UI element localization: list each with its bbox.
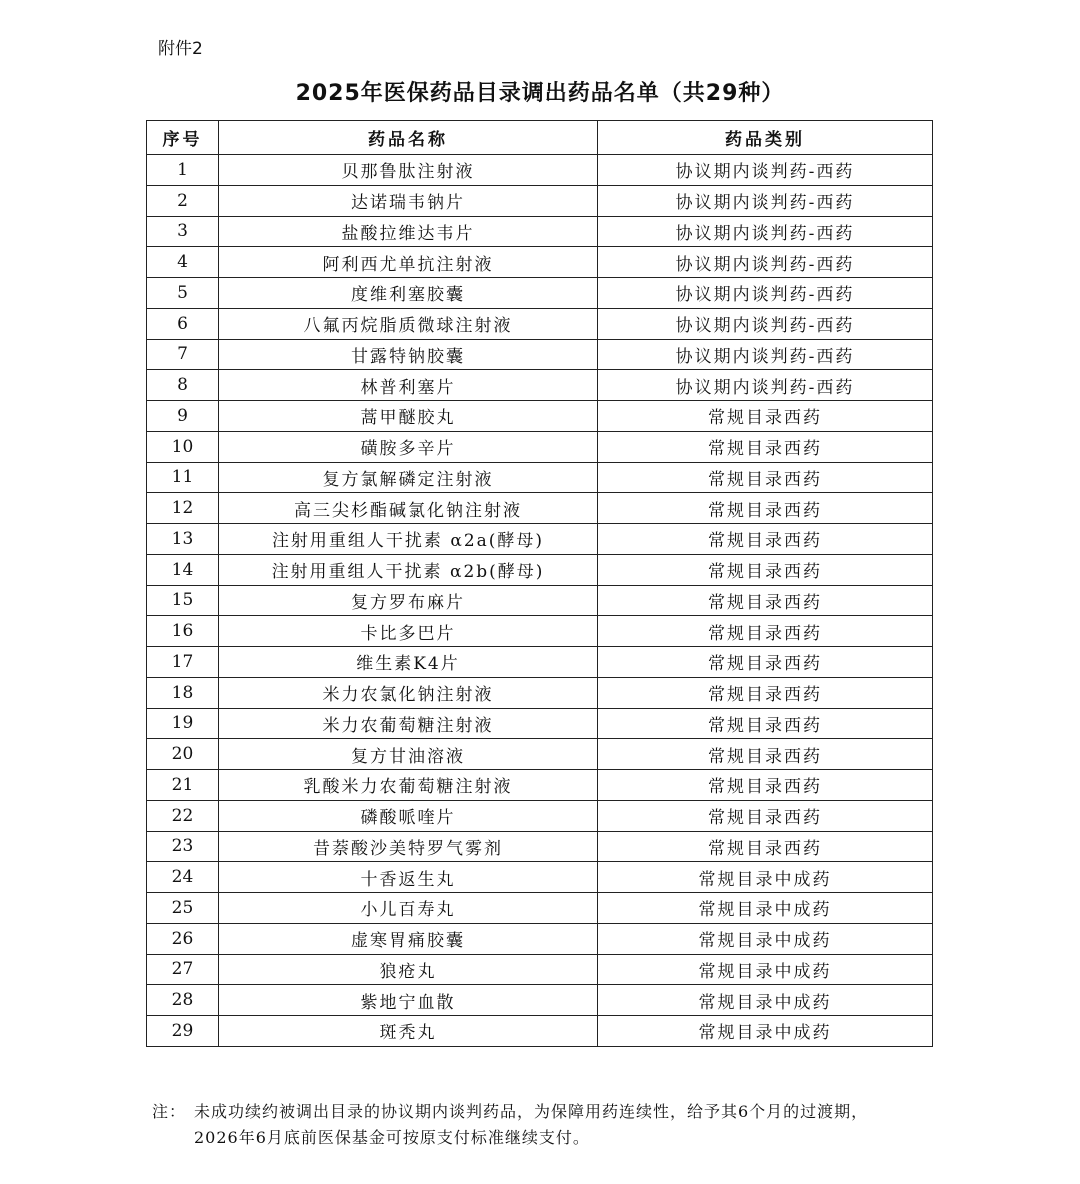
- row-drug-category: 常规目录西药: [598, 647, 933, 678]
- row-index: 19: [147, 708, 219, 739]
- row-index: 12: [147, 493, 219, 524]
- footnote-label: 注：: [152, 1102, 187, 1121]
- table-row: [147, 1016, 933, 1047]
- row-drug-category: 常规目录中成药: [598, 893, 933, 924]
- table-row: [147, 216, 933, 247]
- row-drug-name: 虚寒胃痛胶囊: [219, 923, 598, 954]
- row-drug-name: 蒿甲醚胶丸: [219, 401, 598, 432]
- table-row: [147, 431, 933, 462]
- row-index: 22: [147, 800, 219, 831]
- row-drug-category: 常规目录中成药: [598, 985, 933, 1016]
- row-index: 29: [147, 1016, 219, 1047]
- table-row: [147, 554, 933, 585]
- row-drug-name: 注射用重组人干扰素 α2a(酵母): [219, 524, 598, 555]
- row-drug-category: 常规目录西药: [598, 616, 933, 647]
- row-drug-name: 磷酸哌喹片: [219, 800, 598, 831]
- row-drug-category: 协议期内谈判药-西药: [598, 370, 933, 401]
- row-index: 5: [147, 278, 219, 309]
- row-drug-category: 常规目录西药: [598, 493, 933, 524]
- header-index: 序号: [147, 121, 219, 155]
- row-index: 3: [147, 216, 219, 247]
- row-index: 9: [147, 401, 219, 432]
- footnote-text: 未成功续约被调出目录的协议期内谈判药品，为保障用药连续性，给予其6个月的过渡期，2026年6月底前医保基金可按原支付标准继续支付。: [194, 1102, 869, 1147]
- table-row: [147, 247, 933, 278]
- row-drug-category: 常规目录西药: [598, 770, 933, 801]
- table-row: [147, 462, 933, 493]
- row-index: 11: [147, 462, 219, 493]
- table-row: [147, 401, 933, 432]
- row-drug-name: 米力农氯化钠注射液: [219, 677, 598, 708]
- row-drug-name: 注射用重组人干扰素 α2b(酵母): [219, 554, 598, 585]
- row-index: 14: [147, 554, 219, 585]
- row-drug-name: 复方甘油溶液: [219, 739, 598, 770]
- row-drug-name: 贝那鲁肽注射液: [219, 155, 598, 186]
- footnote: [152, 1099, 892, 1151]
- row-index: 2: [147, 185, 219, 216]
- row-drug-name: 高三尖杉酯碱氯化钠注射液: [219, 493, 598, 524]
- row-drug-name: 复方氯解磷定注射液: [219, 462, 598, 493]
- table-row: [147, 370, 933, 401]
- table-row: [147, 185, 933, 216]
- table-row: [147, 954, 933, 985]
- row-drug-category: 协议期内谈判药-西药: [598, 247, 933, 278]
- table-row: [147, 893, 933, 924]
- table-row: [147, 770, 933, 801]
- row-drug-category: 常规目录西药: [598, 554, 933, 585]
- row-drug-category: 常规目录西药: [598, 708, 933, 739]
- row-index: 17: [147, 647, 219, 678]
- row-index: 21: [147, 770, 219, 801]
- table-row: [147, 677, 933, 708]
- table-row: [147, 278, 933, 309]
- row-index: 8: [147, 370, 219, 401]
- table-row: [147, 708, 933, 739]
- row-index: 25: [147, 893, 219, 924]
- row-index: 6: [147, 308, 219, 339]
- row-drug-category: 常规目录西药: [598, 462, 933, 493]
- row-drug-name: 狼疮丸: [219, 954, 598, 985]
- table-row: [147, 862, 933, 893]
- attachment-label: 附件2: [158, 39, 203, 59]
- table-row: [147, 524, 933, 555]
- row-index: 4: [147, 247, 219, 278]
- row-drug-name: 昔萘酸沙美特罗气雾剂: [219, 831, 598, 862]
- row-drug-name: 度维利塞胶囊: [219, 278, 598, 309]
- drug-list-table: [146, 120, 933, 1047]
- row-index: 7: [147, 339, 219, 370]
- row-index: 13: [147, 524, 219, 555]
- row-index: 16: [147, 616, 219, 647]
- table-row: [147, 616, 933, 647]
- row-drug-category: 协议期内谈判药-西药: [598, 308, 933, 339]
- row-index: 27: [147, 954, 219, 985]
- table-row: [147, 647, 933, 678]
- row-index: 24: [147, 862, 219, 893]
- row-index: 10: [147, 431, 219, 462]
- table-row: [147, 739, 933, 770]
- row-drug-name: 米力农葡萄糖注射液: [219, 708, 598, 739]
- row-drug-category: 协议期内谈判药-西药: [598, 185, 933, 216]
- row-drug-category: 常规目录中成药: [598, 1016, 933, 1047]
- row-drug-name: 维生素K4片: [219, 647, 598, 678]
- table-row: [147, 985, 933, 1016]
- table-row: [147, 800, 933, 831]
- row-drug-name: 阿利西尤单抗注射液: [219, 247, 598, 278]
- row-drug-name: 乳酸米力农葡萄糖注射液: [219, 770, 598, 801]
- row-drug-category: 协议期内谈判药-西药: [598, 155, 933, 186]
- row-drug-name: 甘露特钠胶囊: [219, 339, 598, 370]
- row-index: 26: [147, 923, 219, 954]
- table-row: [147, 155, 933, 186]
- row-drug-category: 协议期内谈判药-西药: [598, 339, 933, 370]
- row-drug-name: 复方罗布麻片: [219, 585, 598, 616]
- header-drug-name: 药品名称: [219, 121, 598, 155]
- table-row: [147, 585, 933, 616]
- header-drug-category: 药品类别: [598, 121, 933, 155]
- row-index: 23: [147, 831, 219, 862]
- row-drug-category: 常规目录中成药: [598, 862, 933, 893]
- row-drug-category: 常规目录西药: [598, 585, 933, 616]
- row-index: 18: [147, 677, 219, 708]
- table-header-row: [147, 121, 933, 155]
- row-drug-category: 常规目录西药: [598, 677, 933, 708]
- row-drug-name: 磺胺多辛片: [219, 431, 598, 462]
- row-drug-category: 常规目录西药: [598, 831, 933, 862]
- row-drug-name: 林普利塞片: [219, 370, 598, 401]
- row-drug-category: 常规目录中成药: [598, 923, 933, 954]
- row-drug-name: 八氟丙烷脂质微球注射液: [219, 308, 598, 339]
- table-row: [147, 831, 933, 862]
- table-row: [147, 308, 933, 339]
- row-drug-name: 卡比多巴片: [219, 616, 598, 647]
- table-row: [147, 923, 933, 954]
- row-drug-category: 常规目录西药: [598, 739, 933, 770]
- row-drug-category: 常规目录西药: [598, 524, 933, 555]
- row-drug-category: 协议期内谈判药-西药: [598, 216, 933, 247]
- row-index: 15: [147, 585, 219, 616]
- row-drug-category: 常规目录中成药: [598, 954, 933, 985]
- row-drug-name: 小儿百寿丸: [219, 893, 598, 924]
- row-drug-name: 盐酸拉维达韦片: [219, 216, 598, 247]
- table-row: [147, 339, 933, 370]
- row-index: 20: [147, 739, 219, 770]
- row-index: 28: [147, 985, 219, 1016]
- table-row: [147, 493, 933, 524]
- row-drug-category: 常规目录西药: [598, 431, 933, 462]
- table-body: [147, 155, 933, 1047]
- row-drug-category: 协议期内谈判药-西药: [598, 278, 933, 309]
- row-drug-category: 常规目录西药: [598, 401, 933, 432]
- row-drug-name: 斑秃丸: [219, 1016, 598, 1047]
- row-drug-category: 常规目录西药: [598, 800, 933, 831]
- row-drug-name: 紫地宁血散: [219, 985, 598, 1016]
- row-index: 1: [147, 155, 219, 186]
- document-title: 2025年医保药品目录调出药品名单（共29种）: [295, 81, 785, 106]
- row-drug-name: 达诺瑞韦钠片: [219, 185, 598, 216]
- row-drug-name: 十香返生丸: [219, 862, 598, 893]
